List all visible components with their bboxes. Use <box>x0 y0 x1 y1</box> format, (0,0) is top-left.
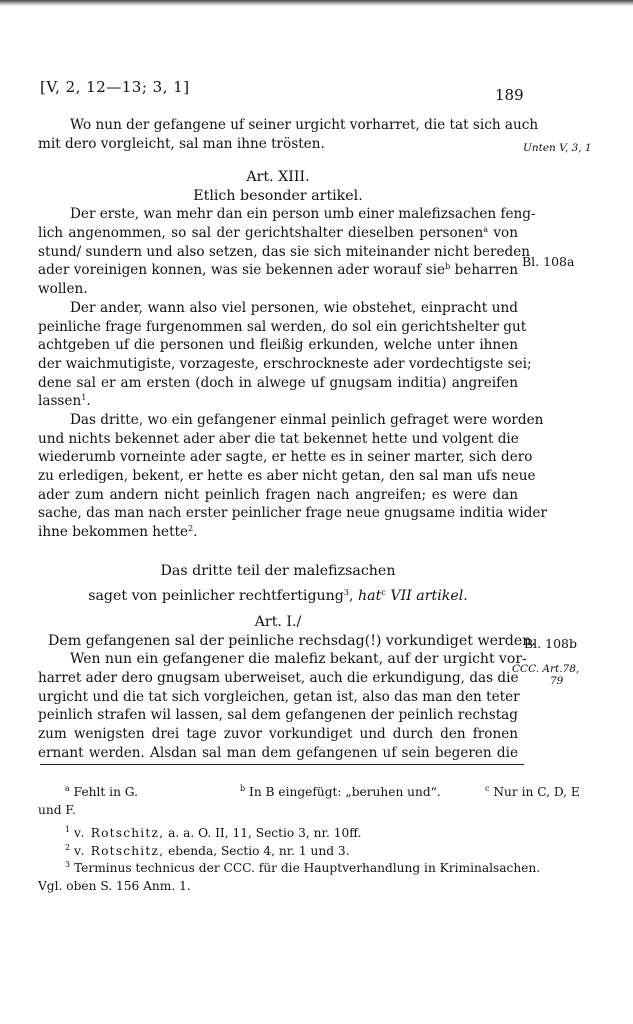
text-line: mit dero vorgleicht, sal man ihne trösten. <box>38 135 325 152</box>
text-line: sache, das man nach erster peinlicher frage neue gnugsame inditia wider <box>38 505 547 522</box>
footnote-3 <box>38 860 541 878</box>
text-fragment: ader voreinigen konnen, was sie bekennen ader worauf sie <box>38 262 446 279</box>
text-line: und nichts bekennet ader aber die tat bekennet hette und volgent die <box>38 430 519 447</box>
part-heading-line: Das dritte teil der malefizsachen <box>160 563 396 579</box>
margin-note-ccc: CCC. Art.78, <box>512 663 580 675</box>
footnotes <box>38 784 580 895</box>
running-head: [V, 2, 12—13; 3, 1] <box>40 78 190 96</box>
text-line: harret ader dero gnugsam uberweiset, auch die erkundigung, das die <box>38 670 519 687</box>
footnote-text: a. a. O. II, 11, Sectio 3, nr. 10ff. <box>168 826 362 840</box>
text-fragment: hat <box>358 587 382 604</box>
part-heading-line: saget von peinlicher rechtfertigung$^3$, hat$^c$ VII artikel. <box>88 587 468 604</box>
part-three-heading <box>38 562 518 605</box>
text-line: dene sal er am ersten (doch in alwege uf gnugsam inditia) angreifen <box>38 374 518 391</box>
text-line: Wo nun der gefangene uf seiner urgicht vorharret, die tat sich auch <box>70 117 539 133</box>
text-line: Der ander, wann also viel personen, wie obstehet, einpracht und <box>70 299 518 316</box>
footnote-2 <box>38 843 520 861</box>
text-line: Der erste, wan mehr dan ein person umb einer malefizsachen feng- <box>70 206 536 223</box>
text-fragment: lassen <box>38 393 82 410</box>
article-xiii <box>38 168 547 542</box>
text-line: lassen$^1$. <box>38 393 91 410</box>
text-line: Wen nun ein gefangener die malefiz bekant, auf der urgicht vor- <box>70 651 527 668</box>
footnote-label: 1 <box>65 825 71 834</box>
footnote-mark-2: 2 <box>188 524 194 534</box>
footnote-text: Terminus technicus der CCC. für die Hauptverhandlung in Kriminalsachen. <box>73 861 541 875</box>
footnote-line-letters <box>38 784 580 802</box>
footnote-line: und F. <box>38 802 76 817</box>
text-line: wollen. <box>38 281 88 298</box>
text-fragment: lich angenommen, so sal der gerichtshalter dieselben personen <box>38 225 484 242</box>
text-line: achtgeben uf die personen und fleißig erkunden, welche unter ihnen <box>38 337 518 354</box>
text-line: Das dritte, wo ein gefangener einmal peinlich gefraget were worden <box>70 411 544 428</box>
scan-edge <box>0 0 633 6</box>
intro-paragraph <box>38 116 539 153</box>
footnote-text: Fehlt in G. <box>73 785 138 799</box>
text-line: wiederumb vorneinte ader sagte, er hette es in seiner marter, sich dero <box>38 449 533 466</box>
text-line: zu erledigen, bekent, er hette es aber nicht getan, den sal man ufs neue <box>38 468 536 484</box>
text-fragment: ihne bekommen hette <box>38 524 189 541</box>
text-line: der waichmutigiste, vorzageste, erschrockneste ader vordechtigste sei; <box>38 355 532 372</box>
footnote-a <box>65 784 240 802</box>
footnote-mark-c: c <box>381 587 386 597</box>
text-fragment: saget von peinlicher rechtfertigung <box>88 587 344 604</box>
footnote-mark-b: b <box>445 262 451 272</box>
footnote-mark-a: a <box>483 225 489 235</box>
footnote-label: 3 <box>65 860 71 869</box>
margin-note-bl108a: Bl. 108a <box>522 254 575 269</box>
text-line: peinliche frage furgenommen sal werden, do sol ein gerichtshelter gut <box>38 318 527 335</box>
margin-note-ccc-cont: 79 <box>550 675 564 687</box>
footnote-label: 2 <box>65 842 71 852</box>
text-fragment: beharren <box>454 262 518 279</box>
article-title: Art. XIII. <box>246 169 310 185</box>
text-fragment: von <box>493 225 518 242</box>
footnote-mark-1: 1 <box>81 393 87 403</box>
footnote-author: v. Rotschitz, <box>73 843 165 858</box>
footnote-text: ebenda, Sectio 4, nr. 1 und 3. <box>168 843 350 858</box>
text-line <box>38 261 518 280</box>
footnote-text: In B eingefügt: „beruhen und“. <box>249 785 441 799</box>
margin-note-bl108b: Bl. 108b <box>524 636 577 651</box>
footnote-c <box>485 785 580 799</box>
page-number: 189 <box>495 86 524 104</box>
article-subtitle: Dem gefangenen sal der peinliche rechsdag(!) vorkundiget werden. <box>48 632 536 649</box>
text-line: zum wenigsten drei tage zuvor vorkundiget und durch den fronen <box>38 726 518 743</box>
footnote-rule <box>40 764 524 765</box>
footnote-mark-3: 3 <box>343 587 349 597</box>
text-line: ernant werden. Alsdan sal man dem gefangenen uf sein begeren die <box>38 744 518 761</box>
footnote-label: c <box>485 784 490 793</box>
footnote-1 <box>38 825 520 843</box>
article-title: Art. I./ <box>254 614 302 630</box>
footnote-b <box>240 784 485 802</box>
footnote-line: Vgl. oben S. 156 Anm. 1. <box>38 878 191 893</box>
footnote-author: v. Rotschitz, <box>73 826 165 840</box>
article-subtitle: Etlich besonder artikel. <box>193 187 363 204</box>
text-line: ader zum andern nicht peinlich fragen nach angreifen; es were dan <box>38 486 518 503</box>
article-i <box>38 613 536 763</box>
text-line: stund/ sundern und also setzen, das sie sich miteinander nicht bereden <box>38 243 531 260</box>
text-line: urgicht und die tat sich vorgleichen, getan ist, also das man den teter <box>38 688 520 705</box>
footnote-label: b <box>240 784 246 793</box>
footnote-text: Nur in C, D, E <box>493 785 580 799</box>
footnote-label: a <box>65 784 70 793</box>
text-line: ihne bekommen hette$^2$. <box>38 524 198 541</box>
text-line <box>38 224 518 243</box>
text-fragment: VII artikel. <box>390 587 468 604</box>
margin-note-unten: Unten V, 3, 1 <box>523 142 592 154</box>
text-line: peinlich strafen wil lassen, sal dem gefangenen der peinlich rechstag <box>38 707 518 724</box>
